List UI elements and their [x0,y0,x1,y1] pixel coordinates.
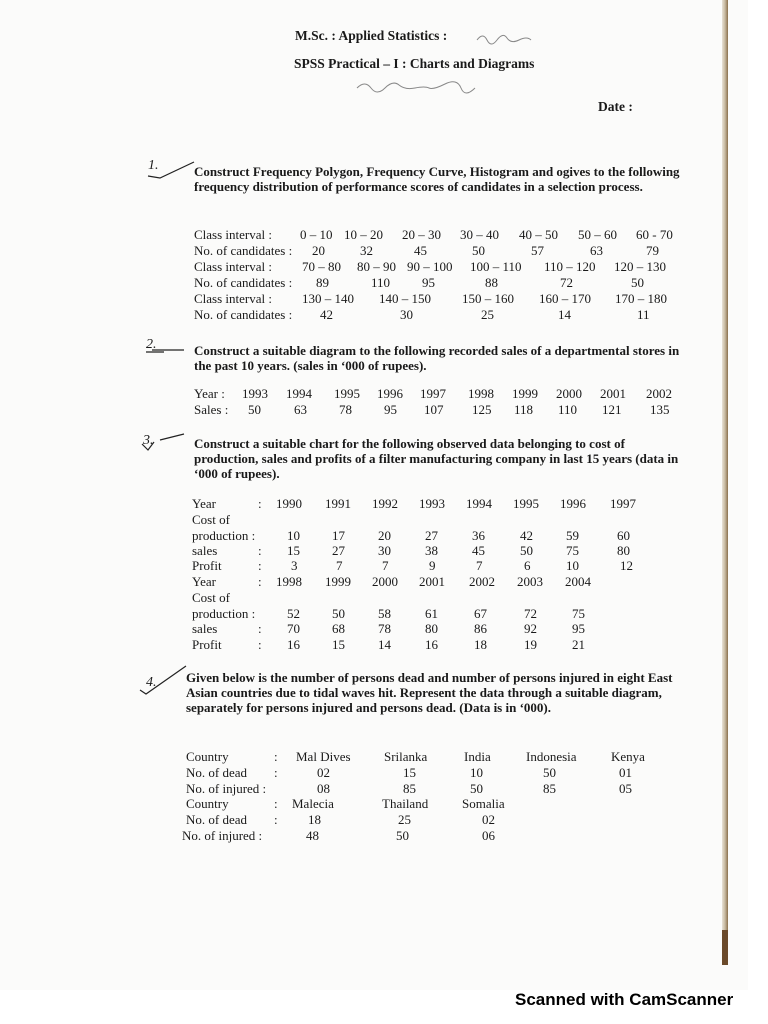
cell: 95 [384,402,397,417]
cell: 27 [425,528,438,543]
colon: : [274,765,278,780]
cell: 15 [332,637,345,652]
cell: 2000 [372,574,398,589]
cell: 1991 [325,496,351,511]
cell: 57 [531,243,544,258]
cell: 160 – 170 [539,291,591,306]
cell: 50 [470,781,483,796]
cell: 63 [294,402,307,417]
cell: 7 [476,558,483,573]
cell: 61 [425,606,438,621]
question-text: Construct Frequency Polygon, Frequency Curve, Histogram and ogives to the following frequency distribution of performance scores of candidates in a selection process. [194,164,680,194]
question-text: Construct a suitable chart for the following observed data belonging to cost of production, sales and profits of a filter manufacturing company in last 15 years (data in ‘000 of rupees). [194,436,679,481]
cell: 38 [425,543,438,558]
table-row [186,812,686,828]
cell: 14 [378,637,391,652]
cell: 72 [560,275,573,290]
table-row [192,558,692,574]
cell: 7 [336,558,343,573]
cell: 15 [287,543,300,558]
table-row [192,543,692,559]
cell: 40 – 50 [519,227,558,242]
cell: 32 [360,243,373,258]
cell: 01 [619,765,632,780]
cell: 60 - 70 [636,227,673,242]
question-number: 2. [146,337,157,352]
row-label: Cost of [192,512,230,527]
check-mark-icon [136,664,188,700]
row-label: Class interval : [194,259,272,274]
cell: 125 [472,402,492,417]
cell: 58 [378,606,391,621]
cell: 48 [306,828,319,843]
row-label: Class interval : [194,291,272,306]
cell: 121 [602,402,622,417]
cell: 75 [566,543,579,558]
cell: 1998 [276,574,302,589]
row-label: Profit [192,637,222,652]
row-label: No. of injured : [186,781,267,796]
cell: 30 [400,307,413,322]
cell: 88 [485,275,498,290]
cell: 2002 [469,574,495,589]
cell: 16 [287,637,300,652]
cell: 150 – 160 [462,291,514,306]
question-number: 4. [146,675,157,690]
cell: 78 [378,621,391,636]
table-row [192,512,692,528]
cell: 45 [414,243,427,258]
cell: 1990 [276,496,302,511]
cell: 1995 [334,386,360,401]
cell: 70 [287,621,300,636]
table-row [186,749,686,765]
row-label: Sales : [194,402,229,417]
practical-title: SPSS Practical – I : Charts and Diagrams [294,56,535,71]
cell: 90 – 100 [407,259,453,274]
cell: 50 [332,606,345,621]
cell: 170 – 180 [615,291,667,306]
cell: 1993 [419,496,445,511]
row-label: sales [192,621,218,636]
cell: 60 [617,528,630,543]
cell: 3 [291,558,298,573]
colon: : [258,496,262,511]
table-row [192,637,692,653]
table-row [186,781,686,797]
cell: India [464,749,491,764]
cell: 10 [287,528,300,543]
cell: 85 [403,781,416,796]
cell: 11 [637,307,650,322]
colon: : [274,812,278,827]
cell: 18 [308,812,321,827]
cell: 06 [482,828,495,843]
cell: 80 [617,543,630,558]
table-row [194,386,694,402]
cell: 67 [474,606,487,621]
cell: 17 [332,528,345,543]
row-label: Year : [194,386,225,401]
row-label: Class interval : [194,227,272,242]
course-title: M.Sc. : Applied Statistics : [295,28,448,43]
cell: 78 [339,402,352,417]
row-label: No. of candidates : [194,307,293,322]
cell: Kenya [611,749,645,764]
cell: 70 – 80 [302,259,341,274]
table-row [182,828,686,844]
table-row [192,574,692,590]
cell: 107 [424,402,444,417]
table-row [192,528,692,544]
cell: 50 [248,402,261,417]
colon: : [258,621,262,636]
cell: Somalia [462,796,505,811]
cell: 30 – 40 [460,227,499,242]
cell: 2004 [565,574,591,589]
colon: : [274,796,278,811]
cell: 80 – 90 [357,259,396,274]
row-label: sales [192,543,218,558]
cell: 50 [396,828,409,843]
row-label: No. of candidates : [194,243,293,258]
cell: 42 [520,528,533,543]
cell: 36 [472,528,485,543]
cell: 95 [572,621,585,636]
cell: 1997 [420,386,446,401]
camscanner-watermark: Scanned with CamScanner [515,990,734,1009]
colon: : [258,637,262,652]
colon: : [274,749,278,764]
cell: 52 [287,606,300,621]
table-row [194,259,694,275]
cell: 85 [543,781,556,796]
cell: 02 [317,765,330,780]
cell: 9 [429,558,436,573]
cell: 2000 [556,386,582,401]
page-edge-shadow [722,0,728,965]
cell: 20 – 30 [402,227,441,242]
cell: 27 [332,543,345,558]
cell: 50 [543,765,556,780]
cell: 12 [620,558,633,573]
row-label: No. of candidates : [194,275,293,290]
cell: 50 [520,543,533,558]
cell: 42 [320,307,333,322]
colon: : [258,558,262,573]
cell: 1999 [325,574,351,589]
cell: 18 [474,637,487,652]
cell: 2002 [646,386,672,401]
table-row [194,307,694,323]
cell: 130 – 140 [302,291,354,306]
cell: 140 – 150 [379,291,431,306]
cell: 1996 [560,496,586,511]
colon: : [258,574,262,589]
handwritten-scribble-2 [355,78,485,96]
cell: 2001 [419,574,445,589]
row-label: production : [192,606,256,621]
cell: 14 [558,307,571,322]
table-row [186,796,686,812]
cell: 45 [472,543,485,558]
table-row [192,496,692,512]
colon: : [258,543,262,558]
row-label: Country [186,796,229,811]
row-label: Profit [192,558,222,573]
cell: 1998 [468,386,494,401]
table-row [194,291,694,307]
table-row [192,590,692,606]
check-mark-icon [140,430,190,454]
cell: Thailand [382,796,429,811]
cell: 02 [482,812,495,827]
question-text: Construct a suitable diagram to the following recorded sales of a departmental stores in the past 10 years. (sales in ‘000 of rupees). [194,343,680,373]
date-label: Date : [598,99,633,114]
row-label: No. of dead [186,765,248,780]
table-row [194,275,694,291]
table-row [192,621,692,637]
cell: 92 [524,621,537,636]
handwritten-scribble [475,30,535,46]
cell: 16 [425,637,438,652]
cell: 1994 [286,386,312,401]
cell: 68 [332,621,345,636]
row-label: production : [192,528,256,543]
cell: 25 [481,307,494,322]
cell: 110 [371,275,391,290]
question-text: Given below is the number of persons dead and number of persons injured in eight East Asian countries due to tidal waves hit. Represent the data through a suitable diagram, separately for persons injured and persons dead. (Data is in ‘000). [186,670,673,715]
cell: 1999 [512,386,538,401]
cell: 59 [566,528,579,543]
cell: 110 [558,402,578,417]
row-label: Year [192,496,216,511]
row-label: No. of dead [186,812,248,827]
cell: 19 [524,637,537,652]
cell: 118 [514,402,534,417]
cell: 1993 [242,386,268,401]
cell: 79 [646,243,659,258]
cell: 120 – 130 [614,259,666,274]
cell: 63 [590,243,603,258]
cell: 80 [425,621,438,636]
cell: Mal Dives [296,749,351,764]
cell: 135 [650,402,670,417]
check-mark-icon [144,340,192,356]
cell: 7 [382,558,389,573]
cell: 1994 [466,496,492,511]
cell: 25 [398,812,411,827]
row-label: Cost of [192,590,230,605]
cell: 72 [524,606,537,621]
cell: 2001 [600,386,626,401]
cell: Malecia [292,796,334,811]
row-label: Year [192,574,216,589]
cell: 110 – 120 [544,259,596,274]
cell: 0 – 10 [300,227,333,242]
cell: 10 [470,765,483,780]
cell: 86 [474,621,487,636]
cell: 1996 [377,386,403,401]
cell: 20 [312,243,325,258]
cell: 21 [572,637,585,652]
cell: 10 [566,558,579,573]
cell: 50 – 60 [578,227,617,242]
cell: 50 [472,243,485,258]
cell: 05 [619,781,632,796]
table-row [194,243,694,259]
cell: 15 [403,765,416,780]
cell: 1997 [610,496,636,511]
cell: Srilanka [384,749,428,764]
cell: 20 [378,528,391,543]
cell: 10 – 20 [344,227,383,242]
table-row [194,402,694,418]
question-number: 1. [148,158,159,173]
cell: 30 [378,543,391,558]
row-label: No. of injured : [182,828,263,843]
cell: 1995 [513,496,539,511]
table-row [194,227,694,243]
table-row [186,765,686,781]
cell: 50 [631,275,644,290]
page-edge-shadow-dark [722,930,728,965]
cell: 6 [524,558,531,573]
cell: Indonesia [526,749,577,764]
row-label: Country [186,749,229,764]
cell: 1992 [372,496,398,511]
question-number: 3. [143,433,154,448]
cell: 95 [422,275,435,290]
cell: 75 [572,606,585,621]
table-row [192,606,692,622]
cell: 100 – 110 [470,259,522,274]
cell: 89 [316,275,329,290]
check-mark-icon [146,160,196,182]
cell: 2003 [517,574,543,589]
cell: 08 [317,781,330,796]
